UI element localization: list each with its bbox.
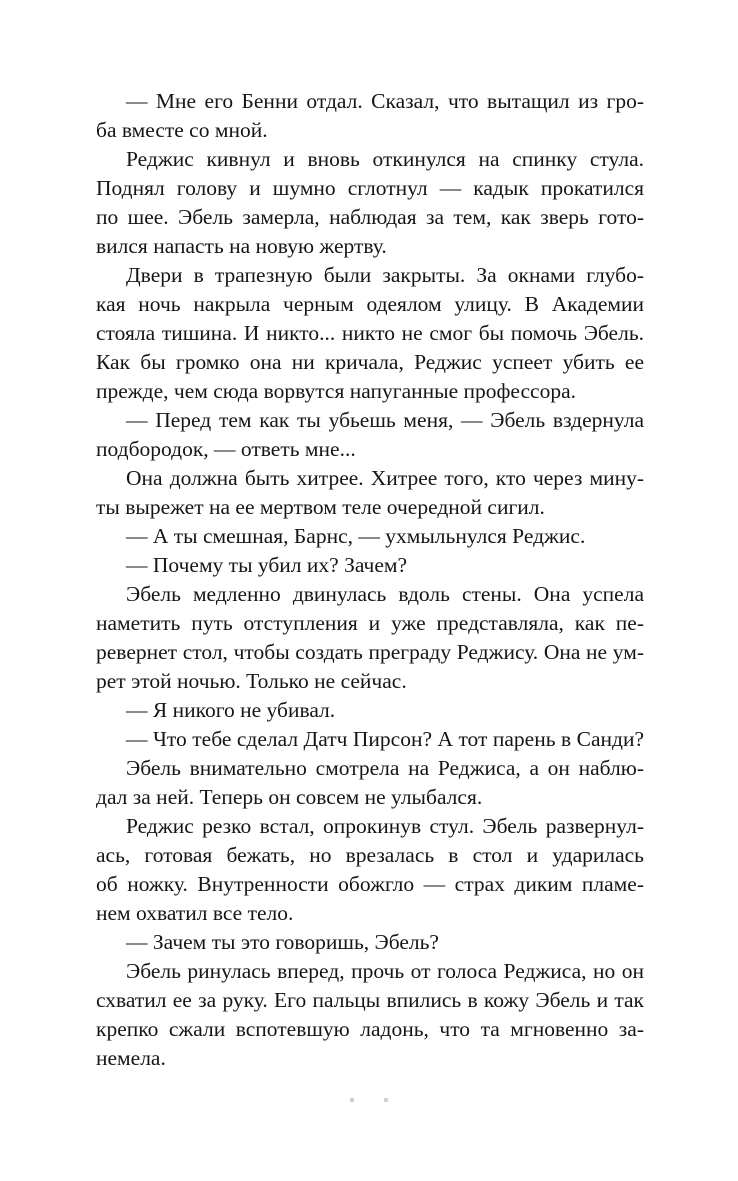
text-line: по шее. Эбель замерла, наблюдая за тем, как зверь гото- (96, 205, 644, 229)
text-line: Эбель медленно двинулась вдоль стены. Она успела (126, 582, 644, 606)
text-line: вился напасть на новую жертву. (96, 234, 387, 258)
text-line: ась, готовая бежать, но врезалась в стол и ударилась (96, 843, 644, 867)
text-line: крепко сжали вспотевшую ладонь, что та мгновенно за- (96, 1017, 644, 1041)
text-line: нем охватил все тело. (96, 901, 294, 925)
text-line: Как бы громко она ни кричала, Реджис успеет убить ее (96, 350, 644, 374)
text-line: наметить путь отступления и уже представляла, как пе- (96, 611, 644, 635)
text-line: — Я никого не убивал. (126, 698, 336, 722)
text-line: ты вырежет на ее мертвом теле очередной сигил. (96, 495, 545, 519)
text-line: — Что тебе сделал Датч Пирсон? А тот парень в Санди? (126, 727, 644, 751)
text-line: Она должна быть хитрее. Хитрее того, кто через мину- (126, 466, 644, 490)
text-line: подбородок, — ответь мне... (96, 437, 356, 461)
page-mark-dot (384, 1098, 388, 1102)
text-line: ревернет стол, чтобы создать преграду Реджису. Она не ум- (96, 640, 644, 664)
text-line: об ножку. Внутренности обожгло — страх диким пламе- (96, 872, 644, 896)
text-line: — Перед тем как ты убьешь меня, — Эбель вздернула (126, 408, 644, 432)
text-line: ба вместе со мной. (96, 118, 268, 142)
text-line: — А ты смешная, Барнс, — ухмыльнулся Реджис. (126, 524, 586, 548)
text-line: Эбель ринулась вперед, прочь от голоса Реджиса, но он (126, 959, 644, 983)
text-line: Эбель внимательно смотрела на Реджиса, а он наблю- (126, 756, 644, 780)
text-line: Реджис кивнул и вновь откинулся на спинку стула. (126, 147, 644, 171)
text-line: стояла тишина. И никто... никто не смог бы помочь Эбель. (96, 321, 644, 345)
text-line: Поднял голову и шумно сглотнул — кадык прокатился (96, 176, 644, 200)
text-line: Двери в трапезную были закрыты. За окнами глубо- (126, 263, 644, 287)
text-line: рет этой ночью. Только не сейчас. (96, 669, 407, 693)
text-line: — Мне его Бенни отдал. Сказал, что вытащил из гро- (126, 89, 644, 113)
text-line: Реджис резко встал, опрокинув стул. Эбель развернул- (126, 814, 644, 838)
text-line: — Зачем ты это говоришь, Эбель? (126, 930, 439, 954)
text-line: немела. (96, 1046, 166, 1070)
text-line: — Почему ты убил их? Зачем? (126, 553, 408, 577)
page-mark-dot (350, 1098, 354, 1102)
text-line: схватил ее за руку. Его пальцы впились в кожу Эбель и так (96, 988, 644, 1012)
text-line: дал за ней. Теперь он совсем не улыбался. (96, 785, 483, 809)
text-line: кая ночь накрыла черным одеялом улицу. В Академии (96, 292, 644, 316)
text-line: прежде, чем сюда ворвутся напуганные профессора. (96, 379, 577, 403)
